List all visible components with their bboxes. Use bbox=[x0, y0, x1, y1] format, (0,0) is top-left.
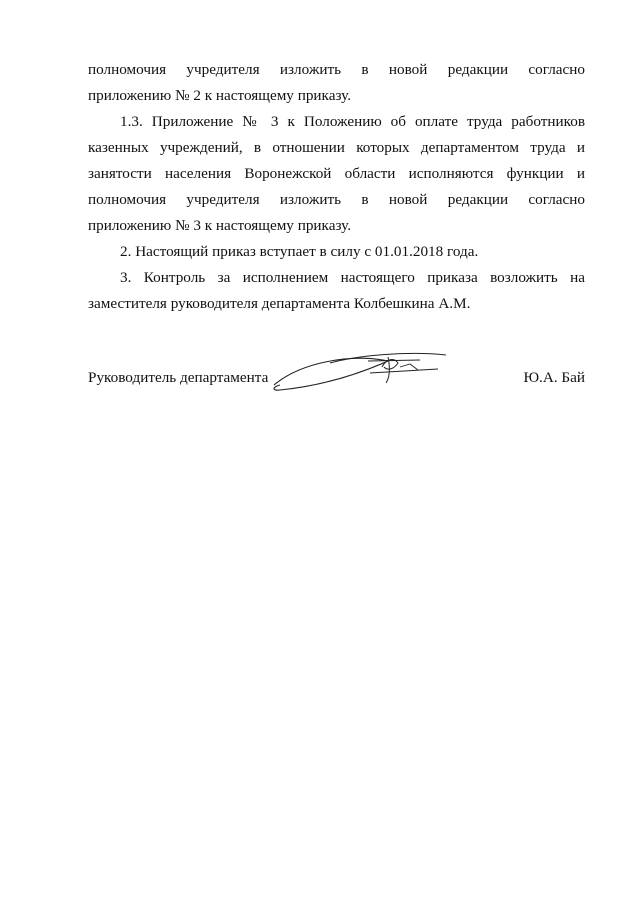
body-line: приложению № 2 к настоящему приказу. bbox=[88, 87, 351, 104]
body-line: занятости населения Воронежской области исполняются функции и bbox=[88, 165, 585, 182]
body-line: полномочия учредителя изложить в новой редакции согласно bbox=[88, 61, 585, 78]
signature-block bbox=[88, 357, 585, 397]
body-line: казенных учреждений, в отношении которых департаментом труда и bbox=[88, 139, 585, 156]
body-line: заместителя руководителя департамента Колбешкина А.М. bbox=[88, 295, 471, 312]
signer-title: Руководитель департамента bbox=[88, 369, 269, 386]
body-line: приложению № 3 к настоящему приказу. bbox=[88, 217, 351, 234]
signer-name: Ю.А. Бай bbox=[523, 369, 585, 386]
body-line: 1.3. Приложение № 3 к Положению об оплате труда работников bbox=[120, 113, 585, 130]
body-line: 2. Настоящий приказ вступает в силу с 01.01.2018 года. bbox=[120, 243, 479, 260]
handwritten-signature bbox=[270, 349, 450, 399]
body-line: 3. Контроль за исполнением настоящего приказа возложить на bbox=[120, 269, 585, 286]
document-body bbox=[88, 57, 585, 317]
body-line: полномочия учредителя изложить в новой редакции согласно bbox=[88, 191, 585, 208]
